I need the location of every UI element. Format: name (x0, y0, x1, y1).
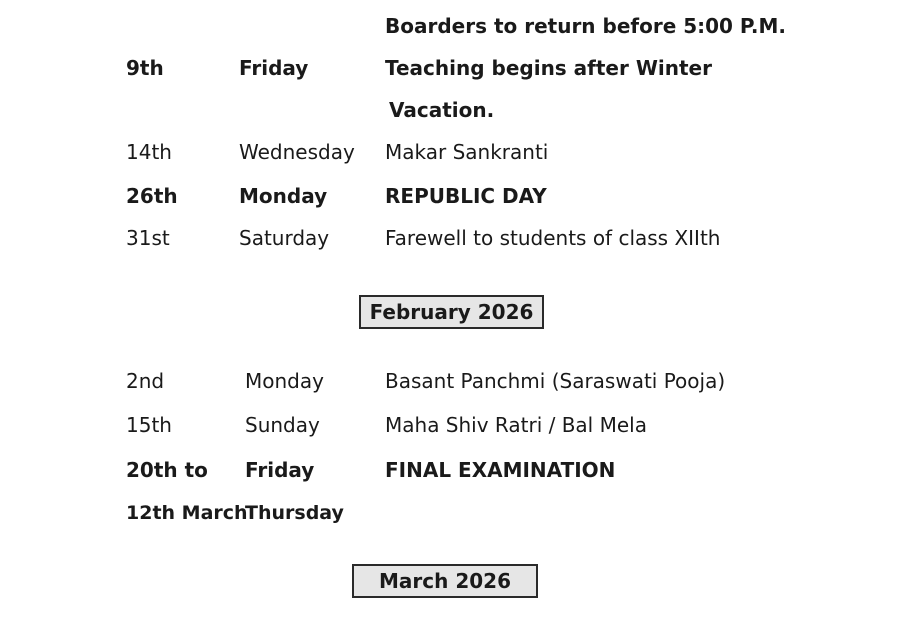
calendar-row (0, 11, 900, 41)
calendar-row (0, 95, 900, 125)
calendar-row (0, 53, 900, 83)
calendar-row (0, 410, 900, 440)
day-text: Friday (245, 458, 315, 482)
calendar-row (0, 181, 900, 211)
event-text: Basant Panchmi (Saraswati Pooja) (385, 369, 726, 393)
day-text: Sunday (245, 413, 320, 437)
day-text: Saturday (239, 226, 330, 250)
event-text: Vacation. (389, 98, 495, 122)
date-text: 9th (126, 56, 164, 80)
event-text: Teaching begins after Winter (385, 56, 712, 80)
date-text: 26th (126, 184, 178, 208)
day-text: Friday (239, 56, 309, 80)
calendar-row (0, 455, 900, 485)
day-text: Monday (245, 369, 324, 393)
calendar-row (0, 223, 900, 253)
event-text: Maha Shiv Ratri / Bal Mela (385, 413, 647, 437)
event-text: FINAL EXAMINATION (385, 458, 616, 482)
calendar-row (0, 137, 900, 167)
event-text: Boarders to return before 5:00 P.M. (385, 14, 787, 38)
date-text: 20th to (126, 458, 208, 482)
date-text: 2nd (126, 369, 165, 393)
event-text: Farewell to students of class XIIth (385, 226, 721, 250)
month-heading-march: March 2026 (352, 564, 538, 598)
day-text: Wednesday (239, 140, 355, 164)
month-heading-february: February 2026 (359, 295, 544, 329)
date-text: 15th (126, 413, 172, 437)
event-text: Makar Sankranti (385, 140, 549, 164)
event-text: REPUBLIC DAY (385, 184, 547, 208)
calendar-row (0, 498, 900, 528)
date-text: 14th (126, 140, 172, 164)
day-text: Thursday (245, 502, 344, 524)
date-text: 12th March (126, 502, 248, 524)
calendar-row (0, 366, 900, 396)
date-text: 31st (126, 226, 170, 250)
day-text: Monday (239, 184, 328, 208)
